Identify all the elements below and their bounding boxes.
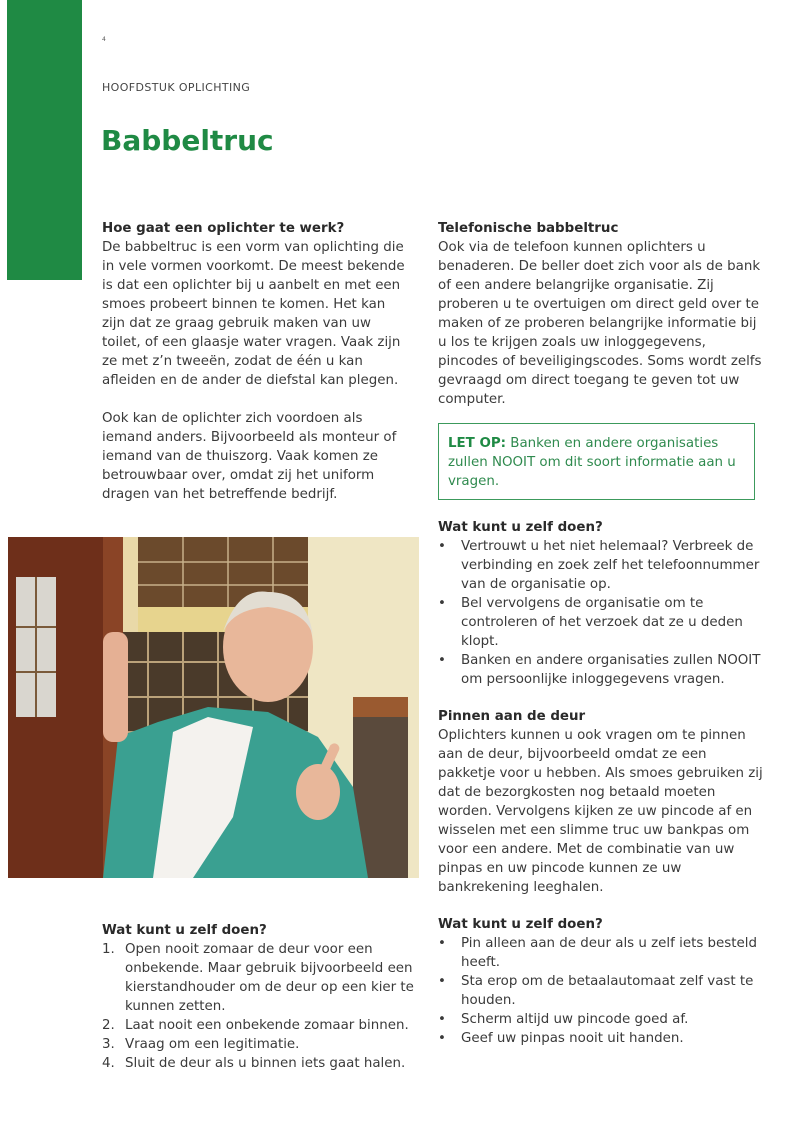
intro-paragraph-2: Ook kan de oplichter zich voordoen als iemand anders. Bijvoorbeeld als monteur of iemand van de thuiszorg. Vaak komen ze betrouwbaar over, omdat zij het uniform dragen van het betreffende bedrijf. [102, 411, 397, 502]
chapter-label: HOOFDSTUK OPLICHTING [102, 81, 251, 94]
bullet: • [438, 974, 446, 989]
list-item [102, 1054, 418, 1073]
photo-man-at-door [8, 537, 419, 878]
phone-tips-heading: Wat kunt u zelf doen? [438, 520, 603, 535]
warning-label: LET OP: [448, 436, 507, 451]
list-item [438, 1029, 764, 1048]
list-item-text: Bel vervolgens de organisatie om te controleren of het verzoek dat ze u deden klopt. [461, 596, 743, 649]
list-item-text: Vraag om een legitimatie. [125, 1037, 300, 1052]
warning-text: Banken en andere organisaties zullen NOOIT om dit soort informatie aan u vragen. [448, 436, 736, 489]
list-marker: 2. [102, 1018, 115, 1033]
list-marker: 4. [102, 1056, 115, 1071]
right-column [438, 219, 764, 1048]
list-item-text: Open nooit zomaar de deur voor een onbekende. Maar gebruik bijvoorbeeld een kierstandhouder om de deur op een kier te kunnen zetten. [125, 942, 414, 1014]
bullet: • [438, 653, 446, 668]
intro-section [102, 219, 412, 504]
list-item-text: Vertrouwt u het niet helemaal? Verbreek de verbinding en zoek zelf het telefoonnummer van de organisatie op. [461, 539, 760, 592]
pin-tips-heading: Wat kunt u zelf doen? [438, 917, 603, 932]
list-marker: 1. [102, 942, 115, 957]
list-item [438, 934, 764, 972]
list-item-text: Scherm altijd uw pincode goed af. [461, 1012, 689, 1027]
list-item [102, 1016, 418, 1035]
list-item [102, 1035, 418, 1054]
pin-heading: Pinnen aan de deur [438, 709, 586, 724]
intro-paragraph-1: De babbeltruc is een vorm van oplichting die in vele vormen voorkomt. De meest bekende is dat een oplichter bij u aanbelt en met een smoes probeert binnen te komen. Het kan zijn dat ze graag gebruik maken van uw toilet, of een glaasje water vragen. Vaak zijn ze met z’n tweeën, zodat de één u kan afleiden en de ander de diefstal kan plegen. [102, 240, 405, 388]
door-tips-heading: Wat kunt u zelf doen? [102, 923, 267, 938]
list-item [438, 594, 764, 651]
door-tips-list [102, 940, 418, 1073]
list-item [438, 972, 764, 1010]
bullet: • [438, 539, 446, 554]
warning-note-box [438, 423, 755, 500]
phone-heading: Telefonische babbeltruc [438, 221, 619, 236]
list-item [438, 537, 764, 594]
pin-paragraph: Oplichters kunnen u ook vragen om te pinnen aan de deur, bijvoorbeeld omdat ze een pakketje voor u hebben. Als smoes gebruiken zij dat de bezorgkosten nog betaald moeten worden. Vervolgens kijken ze uw pincode af en wisselen met een slimme truc uw bankpas om voor een andere. Met de combinatie van uw pinpas en uw pincode kunnen ze uw bankrekening leeghalen. [438, 728, 763, 895]
chapter-color-bar [7, 0, 82, 280]
page-number: 4 [102, 36, 106, 43]
intro-heading: Hoe gaat een oplichter te werk? [102, 221, 345, 236]
list-marker: 3. [102, 1037, 115, 1052]
list-item-text: Banken en andere organisaties zullen NOOIT om persoonlijke inloggegevens vragen. [461, 653, 761, 687]
list-item-text: Sta erop om de betaalautomaat zelf vast te houden. [461, 974, 754, 1008]
list-item-text: Sluit de deur als u binnen iets gaat halen. [125, 1056, 406, 1071]
list-item-text: Geef uw pinpas nooit uit handen. [461, 1031, 684, 1046]
list-item [438, 651, 764, 689]
bullet: • [438, 1031, 446, 1046]
bullet: • [438, 1012, 446, 1027]
bullet: • [438, 936, 446, 951]
list-item [438, 1010, 764, 1029]
pin-tips-list [438, 934, 764, 1048]
door-tips-section [102, 921, 418, 1073]
list-item [102, 940, 418, 1016]
phone-paragraph: Ook via de telefoon kunnen oplichters u benaderen. De beller doet zich voor als de bank of een andere belangrijke organisatie. Zij proberen u te overtuigen om direct geld over te maken of ze proberen belangrijke informatie bij u los te krijgen zoals uw inloggegevens, pincodes of beveiligingscodes. Soms wordt zelfs gevraagd om direct toegang te geven tot uw computer. [438, 240, 762, 407]
page-title: Babbeltruc [101, 124, 274, 157]
photo-illustration [8, 537, 419, 878]
list-item-text: Laat nooit een onbekende zomaar binnen. [125, 1018, 409, 1033]
phone-tips-list [438, 537, 764, 689]
list-item-text: Pin alleen aan de deur als u zelf iets besteld heeft. [461, 936, 757, 970]
bullet: • [438, 596, 446, 611]
